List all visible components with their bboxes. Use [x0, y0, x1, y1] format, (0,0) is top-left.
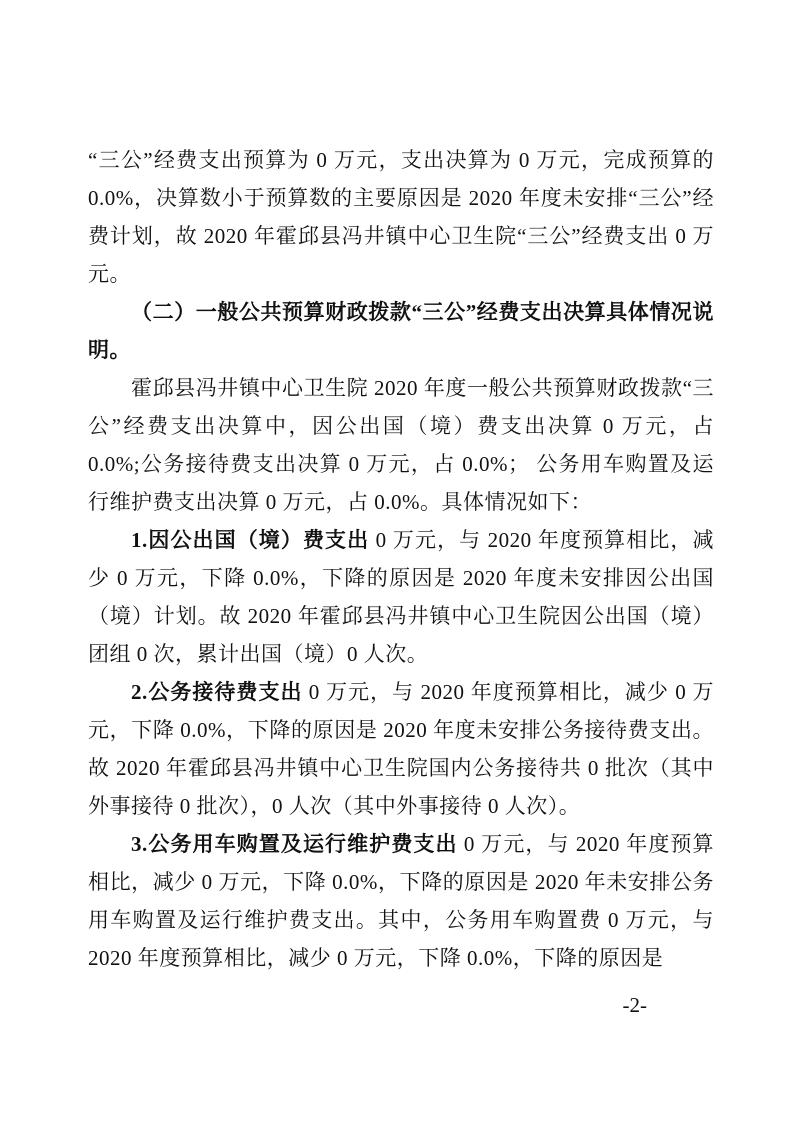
- paragraph-summary: 霍邱县冯井镇中心卫生院 2020 年度一般公共预算财政拨款“三公”经费支出决算中，因公出国（境）费支出决算 0 万元，占 0.0%;公务接待费支出决算 0 万元，占 0.0%； 公务用车购置及运行维护费支出决算 0 万元，占 0.0%。具体情况如下：: [88, 376, 714, 514]
- expense-item-overseas-body: 0 万元，与 2020 年度预算相比，减少 0 万元，下降 0.0%，下降的原因是 2020 年度未安排因公出国（境）计划。故 2020 年霍邱县冯井镇中心卫生院因公出国（境）团组 0 次，累计出国（境）0 人次。: [88, 528, 715, 666]
- paragraph-continuation: “三公”经费支出预算为 0 万元，支出决算为 0 万元，完成预算的 0.0%，决算数小于预算数的主要原因是 2020 年度未安排“三公”经费计划，故 2020 年霍邱县冯井镇中心卫生院“三公”经费支出 0 万元。: [88, 148, 714, 286]
- expense-item-vehicle-lead: 3.公务用车购置及运行维护费支出: [131, 832, 458, 856]
- expense-item-reception: [88, 673, 714, 825]
- expense-item-vehicle-body: 0 万元，与 2020 年度预算相比，减少 0 万元，下降 0.0%，下降的原因是 2020 年未安排公务用车购置及运行维护费支出。其中，公务用车购置费 0 万元，与 2020 年度预算相比，减少 0 万元，下降 0.0%，下降的原因是: [88, 832, 715, 970]
- expense-item-reception-lead: 2.公务接待费支出: [131, 680, 303, 704]
- page-number: -2-: [622, 993, 647, 1017]
- expense-item-reception-body: 0 万元，与 2020 年度预算相比，减少 0 万元，下降 0.0%，下降的原因是 2020 年度未安排公务接待费支出。故 2020 年霍邱县冯井镇中心卫生院国内公务接待共 0 批次（其中外事接待 0 批次），0 人次（其中外事接待 0 人次）。: [88, 680, 715, 818]
- expense-item-overseas-lead: 1.因公出国（境）费支出: [131, 528, 370, 552]
- expense-item-overseas: [88, 521, 714, 673]
- section-heading: （二）一般公共预算财政拨款“三公”经费支出决算具体情况说明。: [88, 300, 714, 362]
- expense-item-vehicle: [88, 825, 714, 977]
- document-body: [88, 141, 714, 977]
